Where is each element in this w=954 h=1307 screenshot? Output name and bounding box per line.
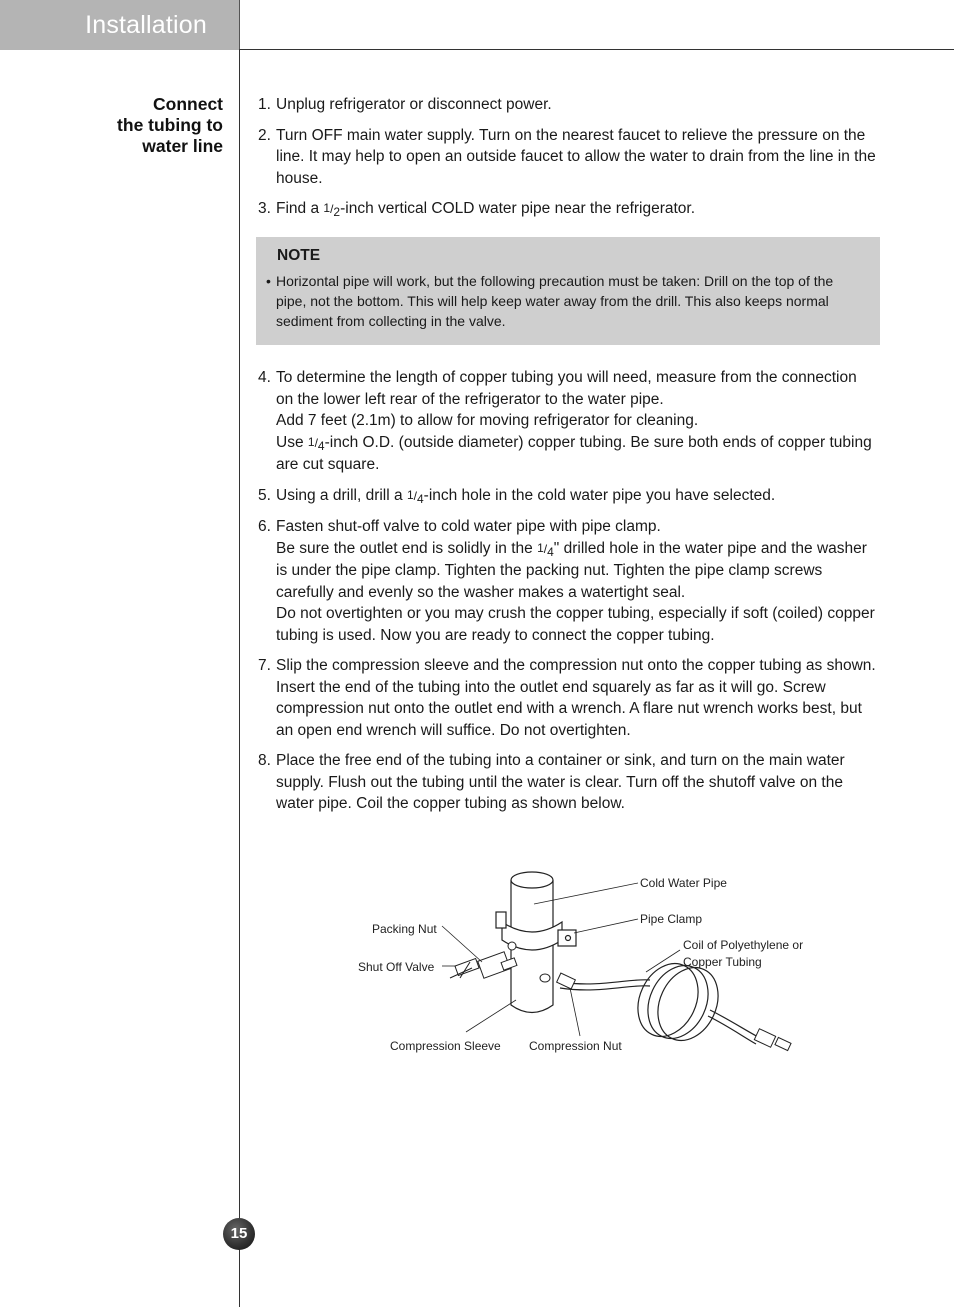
step-5 [258, 485, 878, 508]
step-number: 7. [258, 657, 271, 674]
subsection-title-line: the tubing to [117, 115, 223, 135]
bullet: • [266, 273, 271, 289]
step-text: Use 1/4-inch O.D. (outside diameter) copper tubing. Be sure both ends of copper tubing are cut square. [276, 433, 872, 473]
note-title: NOTE [277, 246, 321, 264]
section-header-title: Installation [85, 11, 207, 39]
step-text: Fasten shut-off valve to cold water pipe with pipe clamp. [276, 518, 661, 535]
step-text: Unplug refrigerator or disconnect power. [276, 96, 552, 113]
step-text: Be sure the outlet end is solidly in the 1/4" drilled hole in the water pipe and the washer is under the pipe clamp. Tighten the packing nut. Tighten the pipe clamp screws carefully and evenly so the washer makes a watertight seal. [276, 539, 867, 601]
subsection-title-line: water line [142, 136, 223, 156]
step-number: 2. [258, 126, 271, 144]
step-7 [258, 655, 878, 741]
step-text: Find a 1/2-inch vertical COLD water pipe near the refrigerator. [276, 200, 696, 219]
tubing-end-fitting [754, 1029, 791, 1051]
label-pipe-clamp: Pipe Clamp [640, 912, 703, 926]
step-number: 4. [258, 369, 271, 386]
step-8 [258, 750, 878, 815]
step-1 [258, 94, 878, 116]
fraction: 1/2 [323, 201, 341, 219]
step-number: 1. [258, 96, 271, 113]
note-text: Horizontal pipe will work, but the following precaution must be taken: Drill on the top of the pipe, not the bottom. This will help keep water away from the drill. This also keeps normal sediment from collecting in the valve. [276, 273, 834, 329]
note-box [256, 237, 880, 346]
subsection-title-line: Connect [153, 94, 223, 114]
leader-lines [442, 883, 680, 1036]
shut-off-valve [450, 942, 517, 978]
label-compression-sleeve: Compression Sleeve [390, 1039, 501, 1053]
tubing-diagram-illustration [350, 860, 830, 1070]
instructions [258, 94, 878, 824]
label-coil-line2: Copper Tubing [683, 955, 762, 969]
step-text: Add 7 feet (2.1m) to allow for moving refrigerator for cleaning. [276, 412, 699, 429]
step-number: 3. [258, 200, 271, 217]
label-cold-water-pipe: Cold Water Pipe [640, 876, 727, 890]
step-2 [258, 125, 878, 190]
step-6 [258, 516, 878, 646]
step-number: 5. [258, 486, 271, 504]
subsection-title [23, 94, 223, 157]
step-number: 8. [258, 752, 271, 769]
step-3 [258, 198, 878, 221]
step-text: Using a drill, drill a 1/4-inch hole in the cold water pipe you have selected. [276, 486, 776, 506]
section-header-tab [0, 0, 240, 50]
step-text: To determine the length of copper tubing you will need, measure from the connection on the lower left rear of the refrigerator to the water pipe. [276, 369, 857, 408]
label-coil-line1: Coil of Polyethylene or [683, 938, 804, 952]
step-text: Slip the compression sleeve and the compression nut onto the copper tubing as shown. Insert the end of the tubing into the outlet end squarely as far as it will go. Screw compression nut onto the outlet end with a wrench. A flare nut wrench works best, but an open end wrench will suffice. Do not overtighten. [276, 657, 876, 739]
fraction: 1/4 [307, 434, 325, 453]
page-number-badge: 15 [223, 1218, 255, 1250]
label-shut-off-valve: Shut Off Valve [358, 960, 435, 974]
step-text: Place the free end of the tubing into a container or sink, and turn on the main water supply. Flush out the tubing until the water is clear. Turn off the shutoff valve on the water pipe. Coil the copper tubing as shown below. [276, 752, 845, 812]
margin-divider [239, 50, 240, 1307]
header-divider [239, 49, 954, 50]
step-4 [258, 367, 878, 476]
label-compression-nut: Compression Nut [529, 1039, 622, 1053]
tubing-diagram [350, 860, 830, 1070]
step-text: Turn OFF main water supply. Turn on the nearest faucet to relieve the pressure on the line. It may help to open an outside faucet to allow the water to drain from the line in the house. [276, 126, 876, 187]
step-text: Do not overtighten or you may crush the copper tubing, especially if soft (coiled) copper tubing is used. Now you are ready to connect the copper tubing. [276, 605, 875, 644]
step-number: 6. [258, 518, 271, 535]
fraction: 1/4 [406, 487, 424, 506]
label-packing-nut: Packing Nut [372, 922, 437, 936]
fraction: 1/4 [537, 540, 554, 559]
